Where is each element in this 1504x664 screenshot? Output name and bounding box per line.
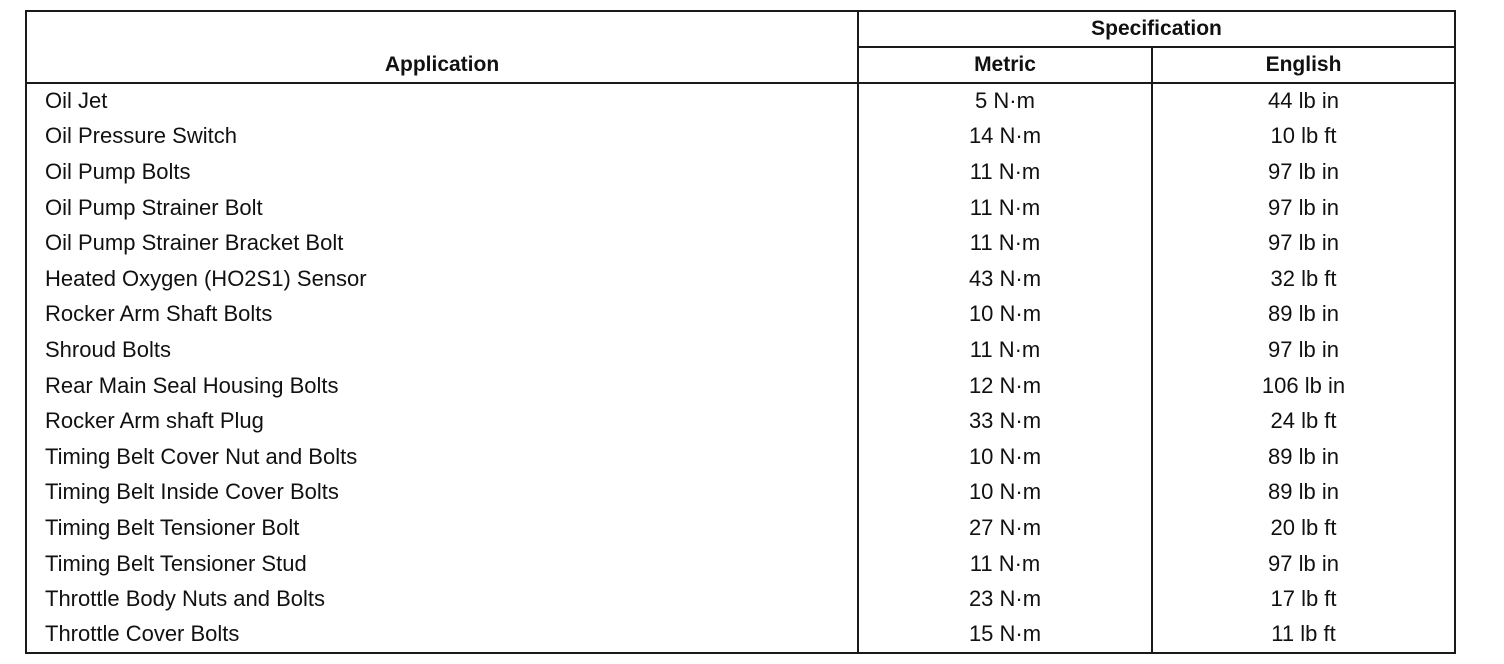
header-metric: Metric <box>858 47 1152 83</box>
application-cell: Timing Belt Tensioner Bolt <box>26 510 858 546</box>
application-cell: Heated Oxygen (HO2S1) Sensor <box>26 261 858 297</box>
table-row <box>26 475 1455 511</box>
application-cell: Oil Pump Strainer Bolt <box>26 190 858 226</box>
metric-cell: 11 N·m <box>858 225 1152 261</box>
application-cell: Rocker Arm Shaft Bolts <box>26 297 858 333</box>
table-body <box>26 83 1455 653</box>
table-row <box>26 403 1455 439</box>
english-cell: 89 lb in <box>1152 439 1455 475</box>
metric-cell: 10 N·m <box>858 475 1152 511</box>
english-cell: 89 lb in <box>1152 297 1455 333</box>
table-row <box>26 332 1455 368</box>
english-cell: 32 lb ft <box>1152 261 1455 297</box>
table-row <box>26 261 1455 297</box>
metric-cell: 11 N·m <box>858 190 1152 226</box>
application-cell: Rocker Arm shaft Plug <box>26 403 858 439</box>
table-row <box>26 546 1455 582</box>
application-cell: Oil Pressure Switch <box>26 119 858 155</box>
table-row <box>26 225 1455 261</box>
english-cell: 97 lb in <box>1152 225 1455 261</box>
english-cell: 20 lb ft <box>1152 510 1455 546</box>
english-cell: 97 lb in <box>1152 546 1455 582</box>
application-cell: Oil Jet <box>26 83 858 119</box>
metric-cell: 43 N·m <box>858 261 1152 297</box>
english-cell: 89 lb in <box>1152 475 1455 511</box>
table-row <box>26 83 1455 119</box>
english-cell: 17 lb ft <box>1152 581 1455 617</box>
application-cell: Timing Belt Tensioner Stud <box>26 546 858 582</box>
application-cell: Oil Pump Bolts <box>26 154 858 190</box>
application-cell: Oil Pump Strainer Bracket Bolt <box>26 225 858 261</box>
application-cell: Throttle Body Nuts and Bolts <box>26 581 858 617</box>
table-row <box>26 368 1455 404</box>
metric-cell: 11 N·m <box>858 332 1152 368</box>
table-row <box>26 297 1455 333</box>
table-row <box>26 510 1455 546</box>
table-row <box>26 154 1455 190</box>
table-row <box>26 190 1455 226</box>
english-cell: 44 lb in <box>1152 83 1455 119</box>
table-row <box>26 439 1455 475</box>
english-cell: 24 lb ft <box>1152 403 1455 439</box>
table-row <box>26 617 1455 653</box>
table-row <box>26 581 1455 617</box>
application-cell: Throttle Cover Bolts <box>26 617 858 653</box>
english-cell: 97 lb in <box>1152 332 1455 368</box>
english-cell: 97 lb in <box>1152 190 1455 226</box>
metric-cell: 12 N·m <box>858 368 1152 404</box>
application-cell: Timing Belt Inside Cover Bolts <box>26 475 858 511</box>
table-row <box>26 119 1455 155</box>
english-cell: 10 lb ft <box>1152 119 1455 155</box>
metric-cell: 15 N·m <box>858 617 1152 653</box>
application-cell: Timing Belt Cover Nut and Bolts <box>26 439 858 475</box>
metric-cell: 23 N·m <box>858 581 1152 617</box>
metric-cell: 14 N·m <box>858 119 1152 155</box>
english-cell: 106 lb in <box>1152 368 1455 404</box>
table-header <box>26 11 1455 83</box>
metric-cell: 11 N·m <box>858 154 1152 190</box>
metric-cell: 33 N·m <box>858 403 1152 439</box>
english-cell: 11 lb ft <box>1152 617 1455 653</box>
fastener-spec-table <box>25 10 1456 654</box>
header-specification: Specification <box>858 11 1455 47</box>
header-application: Application <box>26 11 858 83</box>
metric-cell: 11 N·m <box>858 546 1152 582</box>
metric-cell: 27 N·m <box>858 510 1152 546</box>
metric-cell: 10 N·m <box>858 297 1152 333</box>
application-cell: Shroud Bolts <box>26 332 858 368</box>
english-cell: 97 lb in <box>1152 154 1455 190</box>
application-cell: Rear Main Seal Housing Bolts <box>26 368 858 404</box>
metric-cell: 5 N·m <box>858 83 1152 119</box>
header-english: English <box>1152 47 1455 83</box>
metric-cell: 10 N·m <box>858 439 1152 475</box>
